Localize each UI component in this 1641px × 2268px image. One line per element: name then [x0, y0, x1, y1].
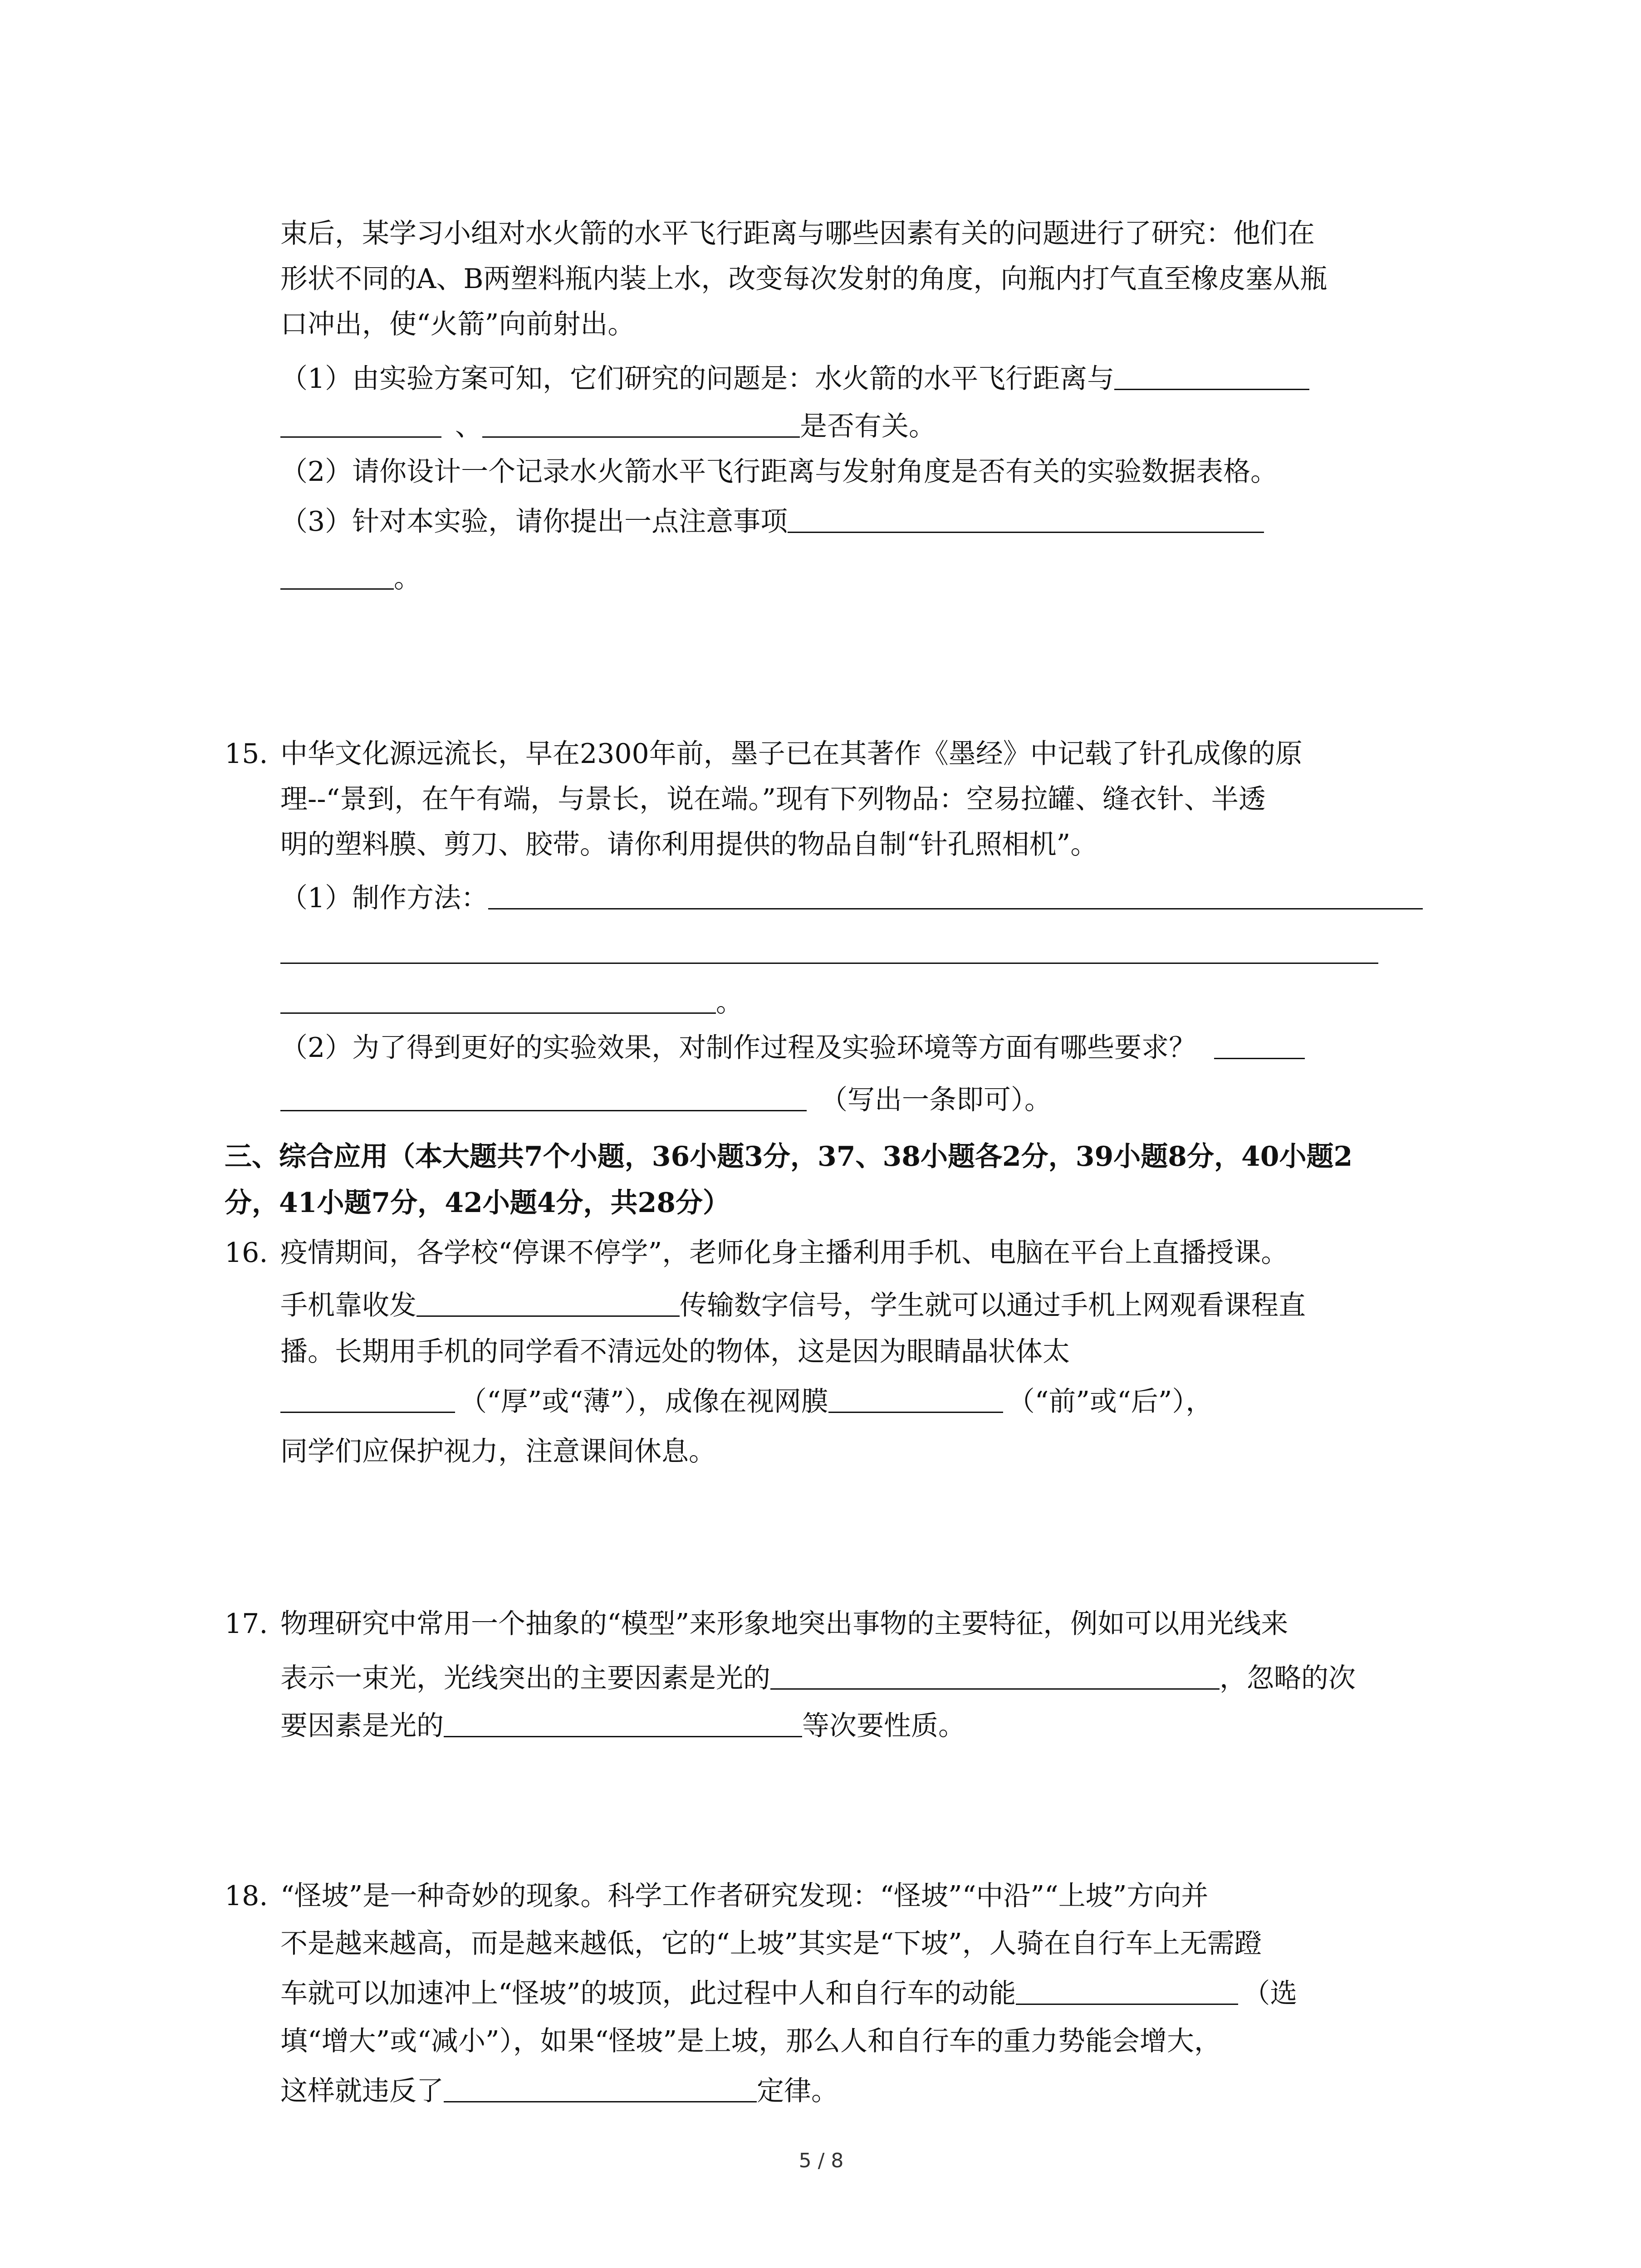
q14-line-3: 口冲出，使“火箭”向前射出。	[280, 308, 635, 340]
q17-line-2b: ，忽略的次	[1220, 1662, 1356, 1694]
q15-part2-cont	[280, 1082, 1052, 1118]
q17-line-3b: 等次要性质。	[802, 1710, 965, 1742]
answer-blank[interactable]	[488, 880, 1423, 909]
q14-part3	[280, 503, 1264, 540]
q18-line-3	[280, 1975, 1297, 2012]
answer-blank[interactable]	[280, 1383, 455, 1413]
q16-line-4	[280, 1383, 1213, 1420]
q17-line-2a: 表示一束光，光线突出的主要因素是光的	[280, 1662, 770, 1694]
q18-line-5a: 这样就违反了	[280, 2075, 444, 2107]
q18-line-3b: （选	[1243, 1978, 1298, 2009]
answer-blank[interactable]	[280, 984, 716, 1014]
q16-line-4a: （“厚”或“薄”），成像在视网膜	[460, 1386, 828, 1418]
answer-blank[interactable]	[280, 1082, 807, 1111]
answer-blank[interactable]	[416, 1287, 680, 1317]
q16-line-2	[280, 1287, 1306, 1324]
answer-blank[interactable]	[1214, 1030, 1305, 1059]
section-3-heading-cont: 分，41小题7分，42小题4分，共28分）	[225, 1187, 730, 1219]
q15-part2	[280, 1030, 1305, 1066]
q18-line-5b: 定律。	[757, 2075, 838, 2107]
answer-blank[interactable]	[444, 2073, 757, 2102]
q16-line-2a: 手机靠收发	[280, 1290, 416, 1321]
q15-line-2: 理--“景到，在午有端，与景长，说在端。”现有下列物品：空易拉罐、缝衣针、半透	[280, 783, 1266, 815]
q16-number: 16.	[225, 1237, 268, 1269]
page-number: 5 / 8	[798, 2149, 844, 2172]
q16-line-4b: （“前”或“后”），	[1007, 1386, 1213, 1418]
q14-part1-end: 是否有关。	[800, 411, 936, 442]
q17-line-3a: 要因素是光的	[280, 1710, 444, 1742]
q14-part2: （2）请你设计一个记录水火箭水平飞行距离与发射角度是否有关的实验数据表格。	[280, 456, 1278, 488]
q15-number: 15.	[225, 738, 268, 770]
answer-blank[interactable]	[280, 934, 1378, 964]
q15-line-3: 明的塑料膜、剪刀、胶带。请你利用提供的物品自制“针孔照相机”。	[280, 829, 1098, 860]
answer-blank[interactable]	[482, 408, 800, 438]
q18-number: 18.	[225, 1880, 268, 1912]
q14-line-2: 形状不同的A、B两塑料瓶内装上水，改变每次发射的角度，向瓶内打气直至橡皮塞从瓶	[280, 263, 1327, 295]
q14-part3-text: （3）针对本实验，请你提出一点注意事项	[280, 506, 788, 538]
q16-line-5: 同学们应保护视力，注意课间休息。	[280, 1436, 716, 1467]
answer-blank[interactable]	[444, 1708, 802, 1737]
answer-blank[interactable]	[788, 503, 1264, 533]
q15-part2-end: （写出一条即可）。	[820, 1084, 1052, 1116]
q14-line-1: 束后，某学习小组对水火箭的水平飞行距离与哪些因素有关的问题进行了研究：他们在	[280, 218, 1315, 249]
answer-blank[interactable]	[1114, 361, 1309, 390]
q18-line-3a: 车就可以加速冲上“怪坡”的坡顶，此过程中人和自行车的动能	[280, 1978, 1016, 2009]
answer-blank[interactable]	[280, 408, 441, 438]
q18-line-4: 填“增大”或“减小”），如果“怪坡”是上坡，那么人和自行车的重力势能会增大，	[280, 2025, 1222, 2057]
q15-part2-text: （2）为了得到更好的实验效果，对制作过程及实验环境等方面有哪些要求？	[280, 1032, 1196, 1064]
q14-part1	[280, 361, 1309, 397]
answer-blank[interactable]	[1016, 1975, 1238, 2005]
q16-line-1: 疫情期间，各学校“停课不停学”，老师化身主播利用手机、电脑在平台上直播授课。	[280, 1237, 1288, 1269]
q14-part1-sep: 、	[455, 411, 482, 442]
q15-line-1: 中华文化源远流长，早在2300年前，墨子已在其著作《墨经》中记载了针孔成像的原	[280, 738, 1303, 770]
q15-part1-end: 。	[716, 987, 743, 1018]
section-3-heading: 三、综合应用（本大题共7个小题，36小题3分，37、38小题各2分，39小题8分，40小题2	[225, 1141, 1353, 1173]
q16-line-3: 播。长期用手机的同学看不清远处的物体，这是因为眼睛晶状体太	[280, 1336, 1070, 1368]
q15-part1	[280, 880, 1423, 916]
answer-blank[interactable]	[770, 1660, 1220, 1690]
q16-line-2b: 传输数字信号，学生就可以通过手机上网观看课程直	[680, 1290, 1306, 1321]
q15-part1-text: （1）制作方法：	[280, 882, 489, 914]
q14-part3-end: 。	[394, 562, 421, 594]
q17-line-3	[280, 1708, 965, 1744]
q17-line-2	[280, 1660, 1356, 1696]
q17-line-1: 物理研究中常用一个抽象的“模型”来形象地突出事物的主要特征，例如可以用光线来	[280, 1608, 1288, 1640]
answer-blank[interactable]	[280, 560, 394, 590]
q15-part1-cont1	[280, 934, 1378, 971]
q14-part1-text: （1）由实验方案可知，它们研究的问题是：水火箭的水平飞行距离与	[280, 363, 1115, 395]
q18-line-5	[280, 2073, 838, 2109]
q18-line-1: “怪坡”是一种奇妙的现象。科学工作者研究发现：“怪坡”“中沿”“上坡”方向并	[280, 1880, 1209, 1912]
q17-number: 17.	[225, 1608, 268, 1640]
q14-part1-cont	[280, 408, 936, 445]
q14-part3-cont	[280, 560, 421, 596]
q18-line-2: 不是越来越高，而是越来越低，它的“上坡”其实是“下坡”，人骑在自行车上无需蹬	[280, 1928, 1262, 1960]
q15-part1-cont2	[280, 984, 743, 1021]
answer-blank[interactable]	[828, 1383, 1003, 1413]
